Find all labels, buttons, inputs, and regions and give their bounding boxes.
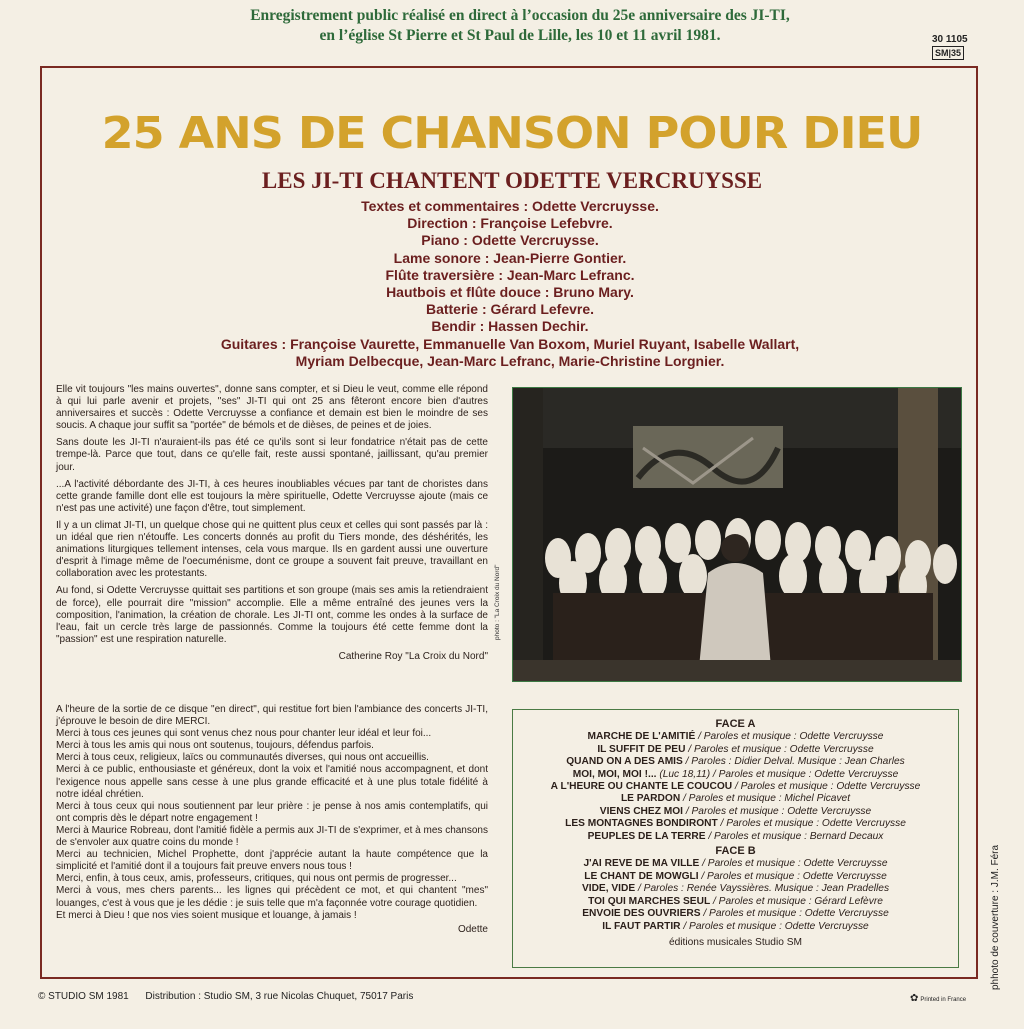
photo-credit: photo : "La Croix du Nord" bbox=[494, 564, 501, 640]
catalog-number bbox=[932, 34, 968, 60]
letter-paragraph: Merci, enfin, à tous ceux, amis, professeurs, critiques, qui nous ont permis de progresser... bbox=[56, 873, 457, 885]
letter-paragraph: Merci à Maurice Robreau, dont l'amitié fidèle a permis aux JI-TI de s'exprimer, et à mes chansons de s'envoler aux quatre coins du monde ! bbox=[56, 824, 488, 849]
track-item: VIDE, VIDE / Paroles : Renée Vayssières. Musique : Jean Pradelles bbox=[581, 883, 890, 895]
article-text bbox=[56, 384, 488, 663]
letter-paragraph: Merci à ce public, enthousiaste et généreux, dont la voix et l'amitié nous accompagnent, et dont l'exigence nous appelle sans cesse à une plus grande efficacité et à une plus totale fidélité à notre idéal chrétien. bbox=[56, 764, 488, 800]
article-paragraph: Au fond, si Odette Vercruysse quittait ses partitions et son groupe (mais ses amis la retiendraient de force), elle pourrait dire "mission" accomplie. Elle a même entraîné des jeunes vers la composition, l'animation, la création de chorale. Les JI-TI ont, comme les ondes à la surface de l'eau, fait un cercle très large de passionnés. Comme la toujours été cette femme dont la "passion" est une respiration naturelle. bbox=[56, 585, 488, 645]
choir-photo bbox=[512, 387, 962, 682]
credit-line: Flûte traversière : Jean-Marc Lefranc. bbox=[385, 266, 635, 283]
cover-photo-credit: phhoto de couverture : J.M. Féra bbox=[990, 844, 1001, 990]
choir-photo-illustration bbox=[513, 388, 961, 681]
track-item: LE PARDON / Paroles et musique : Michel Picavet bbox=[620, 793, 851, 805]
track-item: MARCHE DE L'AMITIÉ / Paroles et musique : Odette Vercruysse bbox=[587, 731, 884, 743]
track-item: TOI QUI MARCHES SEUL / Paroles et musique : Gérard Lefèvre bbox=[588, 895, 883, 907]
face-a-heading: FACE A bbox=[715, 718, 756, 730]
credit-line: Piano : Odette Vercruysse. bbox=[421, 232, 599, 249]
header-line-2: en l’église St Pierre et St Paul de Lille, les 10 et 11 avril 1981. bbox=[319, 27, 721, 44]
credit-line: Hautbois et flûte douce : Bruno Mary. bbox=[386, 284, 634, 301]
publisher-line: éditions musicales Studio SM bbox=[668, 936, 803, 948]
letter-paragraph: Merci à vous, mes chers parents... les lignes qui précèdent ce mot, et qui chantent "mes" louanges, c'est à vous que je les dédie : je suis telle que m'a façonnée votre courage quotidien. bbox=[56, 885, 488, 909]
credit-line: Lame sonore : Jean-Pierre Gontier. bbox=[393, 249, 627, 266]
article-paragraph: Il y a un climat JI-TI, un quelque chose qui ne quittent plus ceux et celles qui sont passés par là : un idéal que rien n'étouffe. Les concerts donnés au profit du Tiers monde, des déshérités, les animations liturgiques tellement intenses, cela vous marque. Ils en gardent aussi une ouverture d'esprit à l'image même de l'oecuménisme, dont ce groupe a souvent fait preuve, travaillant en collaboration avec les protestants. bbox=[56, 519, 488, 580]
footer bbox=[38, 991, 413, 1002]
credit-line: Batterie : Gérard Lefevre. bbox=[425, 301, 595, 318]
letter-paragraph: Et merci à Dieu ! que nos vies soient musique et louange, à jamais ! bbox=[56, 909, 357, 921]
catalog-code: SM|35 bbox=[932, 46, 964, 60]
article-paragraph: Elle vit toujours "les mains ouvertes", donne sans compter, et si Dieu le veut, comme elle répond à qui lui parle avenir et projets, "ses" JI-TI qui ont 25 ans fêteront encore bien d'autres anniversaires et succès : Odette Vercruysse a confiance et demain est bien le moindre de ses soucis. A chaque jour suffit sa "portée" de bémols et de dièses, de peines et de joies. bbox=[56, 384, 488, 432]
catalog-id: 30 1105 bbox=[932, 34, 968, 45]
letter-paragraph: A l'heure de la sortie de ce disque "en direct", qui restitue fort bien l'ambiance des concerts JI-TI, j'éprouve le besoin de dire MERCI. bbox=[56, 704, 488, 728]
article-signature: Catherine Roy "La Croix du Nord" bbox=[338, 650, 488, 662]
face-b-heading: FACE B bbox=[715, 845, 756, 858]
album-title: 25 ANS DE CHANSON POUR DIEU bbox=[101, 107, 923, 159]
track-item: MOI, MOI, MOI !... (Luc 18,11) / Paroles et musique : Odette Vercruysse bbox=[572, 768, 899, 780]
letter-signature: Odette bbox=[457, 923, 488, 935]
letter-paragraph: Merci à tous les amis qui nous ont soutenus, toujours, défendus parfois. bbox=[56, 740, 374, 752]
credit-line: Direction : Françoise Lefebvre. bbox=[407, 215, 613, 232]
track-item: LE CHANT DE MOWGLI / Paroles et musique : Odette Vercruysse bbox=[584, 870, 887, 882]
credit-line: Bendir : Hassen Dechir. bbox=[431, 318, 589, 335]
letter-paragraph: Merci au technicien, Michel Prophette, dont j'apprécie autant la haute compétence que la simplicité et l'amitié dont il a toujours fait preuve envers nous tous ! bbox=[56, 849, 488, 873]
track-item: J'AI REVE DE MA VILLE / Paroles et musique : Odette Vercruysse bbox=[583, 858, 888, 870]
article-paragraph: ...A l'activité débordante des JI-TI, à ces heures inoubliables vécues par tant de choristes dans cette grande famille dont elle est toujours la mère spirituelle, Odette Vercruysse ajoute (mais ce n'est pas une activité) une façon d'être, tout simplement. bbox=[56, 478, 488, 514]
printer-logo-icon: ✿ bbox=[910, 993, 919, 1004]
printed-in bbox=[910, 993, 966, 1004]
article-paragraph: Sans doute les JI-TI n'auraient-ils pas été ce qu'ils sont si leur fondatrice n'était pas de cette trempe-là. Parce que tout, dans ce qu'elle fait, reste aussi spontané, jaillissant, qu'au premier jour. bbox=[56, 437, 488, 473]
track-item: LES MONTAGNES BONDIRONT / Paroles et musique : Odette Vercruysse bbox=[565, 818, 906, 830]
track-item: ENVOIE DES OUVRIERS / Paroles et musique : Odette Vercruysse bbox=[582, 908, 889, 920]
track-item: PEUPLES DE LA TERRE / Paroles et musique : Bernard Decaux bbox=[587, 830, 884, 842]
track-item: IL FAUT PARTIR / Paroles et musique : Odette Vercruysse bbox=[602, 920, 869, 932]
album-subtitle: LES JI-TI CHANTENT ODETTE VERCRUYSSE bbox=[261, 168, 763, 193]
letter-paragraph: Merci à tous ceux, religieux, laïcs ou communautés diverses, qui nous ont accueillis. bbox=[56, 752, 429, 764]
track-item: QUAND ON A DES AMIS / Paroles : Didier Delval. Musique : Jean Charles bbox=[566, 756, 905, 768]
letter-text bbox=[56, 704, 488, 936]
recording-header bbox=[190, 6, 850, 46]
copyright: © STUDIO SM 1981 bbox=[38, 991, 129, 1002]
credit-line: Guitares : Françoise Vaurette, Emmanuelle Van Boxom, Muriel Ruyant, Isabelle Wallart, bbox=[220, 335, 800, 352]
track-item: VIENS CHEZ MOI / Paroles et musique : Odette Vercruysse bbox=[599, 805, 872, 817]
track-item: IL SUFFIT DE PEU / Paroles et musique : Odette Vercruysse bbox=[597, 743, 874, 755]
letter-paragraph: Merci à tous ces jeunes qui sont venus chez nous pour chanter leur idéal et leur foi... bbox=[56, 728, 432, 740]
distribution: Distribution : Studio SM, 3 rue Nicolas Chuquet, 75017 Paris bbox=[145, 991, 414, 1002]
credit-line: Textes et commentaires : Odette Vercruysse. bbox=[361, 198, 659, 214]
credit-line: Myriam Delbecque, Jean-Marc Lefranc, Marie-Christine Lorgnier. bbox=[295, 352, 725, 369]
letter-paragraph: Merci à tous ceux qui nous soutiennent par leur prière : je pense à nos amis contemplatifs, qui ont compris dès le départ notre engagement ! bbox=[56, 800, 488, 824]
printed-label: Printed in France bbox=[920, 997, 967, 1003]
tracklist-box bbox=[512, 709, 959, 968]
credits-list bbox=[100, 198, 920, 370]
header-line-1: Enregistrement public réalisé en direct à l’occasion du 25e anniversaire des JI-TI, bbox=[250, 7, 790, 24]
track-item: A L'HEURE OU CHANTE LE COUCOU / Paroles et musique : Odette Vercruysse bbox=[550, 781, 921, 793]
